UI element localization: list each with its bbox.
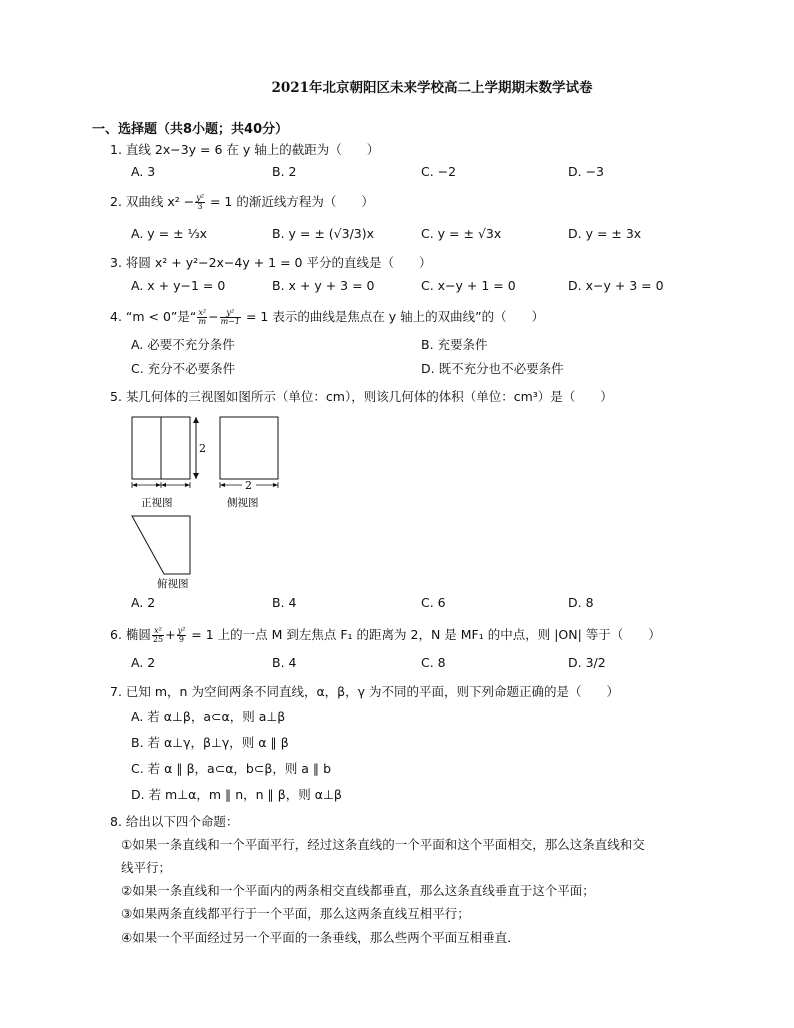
arrow-left-icon xyxy=(220,483,225,487)
question-7-option-b: B. 若 α⊥γ，β⊥γ，则 α ∥ β xyxy=(131,735,289,750)
arrow-left-icon xyxy=(132,483,137,487)
proposition-1-line-2: 线平行； xyxy=(121,860,172,875)
arrow-left-icon xyxy=(161,483,166,487)
question-5-option-d: D. 8 xyxy=(568,595,594,610)
top-view-shape xyxy=(132,516,190,574)
proposition-3: ③如果两条直线都平行于一个平面，那么这两条直线互相平行； xyxy=(121,906,470,921)
proposition-2: ②如果一条直线和一个平面内的两条相交直线都垂直，那么这条直线垂直于这个平面； xyxy=(121,883,595,898)
width-label: 2 xyxy=(245,479,252,492)
question-2-option-c: C. y = ± √3x xyxy=(421,226,502,241)
question-3-stem: 3. 将圆 x² + y²−2x−4y + 1 = 0 平分的直线是（ ） xyxy=(110,255,432,270)
question-2-option-d: D. y = ± 3x xyxy=(568,226,642,241)
question-7-stem: 7. 已知 m，n 为空间两条不同直线，α，β，γ 为不同的平面，则下列命题正确的是（ ） xyxy=(110,684,620,699)
fraction: $\frac{\text{x²}}{25}$ xyxy=(152,626,164,644)
fraction: $\frac{\text{x²}}{m}$ xyxy=(198,308,207,326)
question-7-option-c: C. 若 α ∥ β，a⊂α，b⊂β，则 a ∥ b xyxy=(131,761,332,776)
question-1-option-b: B. 2 xyxy=(272,164,297,179)
question-3-option-a: A. x + y−1 = 0 xyxy=(131,278,226,293)
arrow-right-icon xyxy=(273,483,278,487)
section-heading: 一、选择题（共8小题；共40分） xyxy=(92,122,289,137)
question-2-option-a: A. y = ± ⅓x xyxy=(131,226,208,241)
question-6-option-b: B. 4 xyxy=(272,655,297,670)
top-view-label: 俯视图 xyxy=(157,578,189,590)
question-4-stem: 4. “m < 0”是“ $\frac{\text{x²}}{m}$ − $\frac{\text{y²}}{m-1}$ = 1 表示的曲线是焦点在 y 轴上的双曲线”的（ ） xyxy=(110,308,545,326)
question-4-option-b: B. 充要条件 xyxy=(421,337,488,352)
question-2-stem: 2. 双曲线 x² − $\frac{\text{y²}}{3}$ = 1 的渐近线方程为（ ） xyxy=(110,193,374,211)
question-3-option-b: B. x + y + 3 = 0 xyxy=(272,278,375,293)
front-view-label: 正视图 xyxy=(141,497,173,509)
question-5-option-c: C. 6 xyxy=(421,595,446,610)
question-7-option-d: D. 若 m⊥α，m ∥ n，n ∥ β，则 α⊥β xyxy=(131,787,342,802)
question-1-option-a: A. 3 xyxy=(131,164,156,179)
arrow-down-icon xyxy=(193,473,199,479)
question-4-option-a: A. 必要不充分条件 xyxy=(131,337,235,352)
three-view-diagram xyxy=(120,410,290,590)
question-5-stem: 5. 某几何体的三视图如图所示（单位：cm），则该几何体的体积（单位：cm³）是（ ） xyxy=(110,389,613,404)
question-6-option-d: D. 3/2 xyxy=(568,655,606,670)
question-5-option-b: B. 4 xyxy=(272,595,297,610)
height-label: 2 xyxy=(199,442,206,455)
proposition-1-line-1: ①如果一条直线和一个平面平行，经过这条直线的一个平面和这个平面相交，那么这条直线和交 xyxy=(121,837,645,852)
arrow-right-icon xyxy=(185,483,190,487)
question-4-option-d: D. 既不充分也不必要条件 xyxy=(421,361,564,376)
question-4-option-c: C. 充分不必要条件 xyxy=(131,361,236,376)
fraction: $\frac{\text{y²}}{m-1}$ xyxy=(220,308,240,326)
question-5-option-a: A. 2 xyxy=(131,595,156,610)
question-6-stem: 6. 椭圆 $\frac{\text{x²}}{25}$ + $\frac{\text{y²}}{9}$ = 1 上的一点 M 到左焦点 F₁ 的距离为 2，N 是 MF₁ 的中点，则 |ON| 等于（ ） xyxy=(110,626,661,644)
side-view-rect xyxy=(220,417,278,479)
question-1-option-c: C. −2 xyxy=(421,164,457,179)
question-6-option-c: C. 8 xyxy=(421,655,446,670)
proposition-4: ④如果一个平面经过另一个平面的一条垂线，那么些两个平面互相垂直． xyxy=(121,930,520,945)
question-7-option-a: A. 若 α⊥β，a⊂α，则 a⊥β xyxy=(131,709,286,724)
question-3-option-c: C. x−y + 1 = 0 xyxy=(421,278,516,293)
question-6-option-a: A. 2 xyxy=(131,655,156,670)
fraction: $\frac{\text{y²}}{9}$ xyxy=(177,626,186,644)
arrow-up-icon xyxy=(193,417,199,423)
fraction: $\frac{\text{y²}}{3}$ xyxy=(196,193,204,211)
question-8-stem: 8. 给出以下四个命题： xyxy=(110,814,239,829)
side-view-label: 侧视图 xyxy=(227,497,259,509)
question-1-stem: 1. 直线 2x−3y = 6 在 y 轴上的截距为（ ） xyxy=(110,142,380,157)
question-2-option-b: B. y = ± (√3/3)x xyxy=(272,226,375,241)
page-title: 2021年北京朝阳区未来学校高二上学期期末数学试卷 xyxy=(271,80,593,96)
arrow-right-icon xyxy=(156,483,161,487)
question-3-option-d: D. x−y + 3 = 0 xyxy=(568,278,664,293)
question-1-option-d: D. −3 xyxy=(568,164,604,179)
